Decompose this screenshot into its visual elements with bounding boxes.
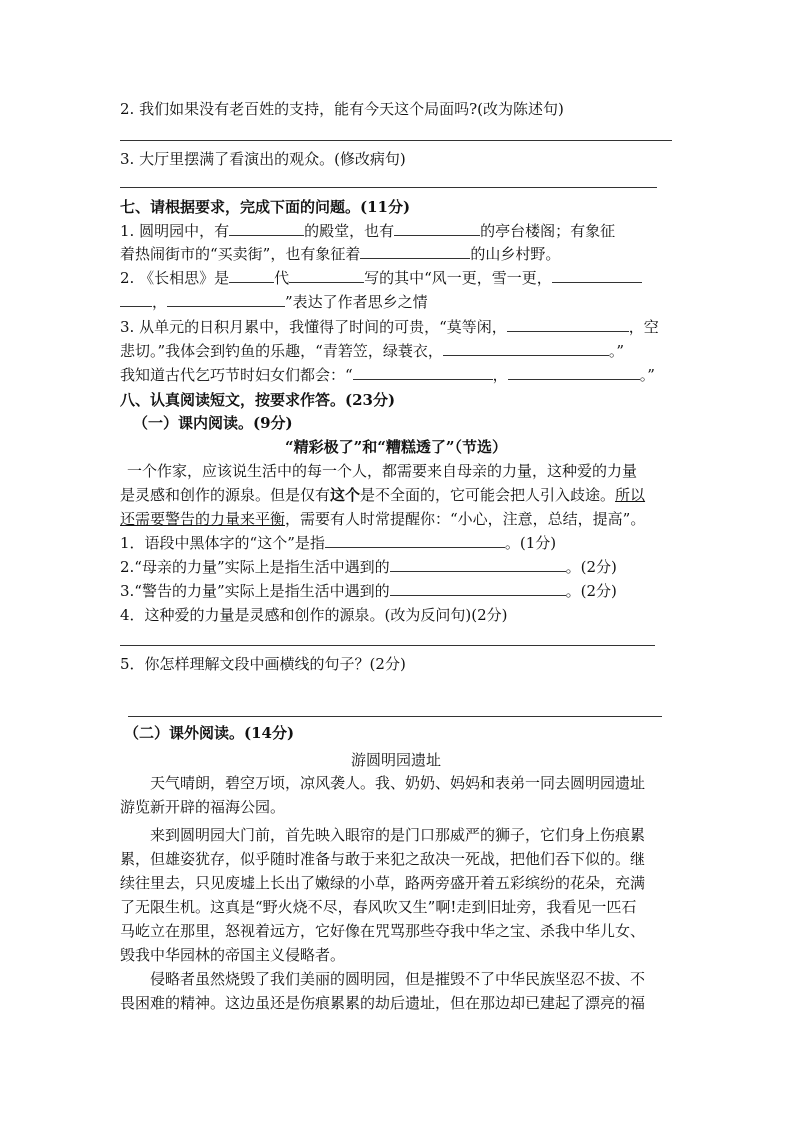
text: 1. 圆明园中，有 bbox=[120, 222, 230, 240]
text: 是不全面的，它可能会把人引入歧途。 bbox=[360, 486, 616, 504]
s7-q2-line2 bbox=[120, 292, 428, 312]
text: 2.“母亲的力量”实际上是指生活中遇到的 bbox=[120, 558, 390, 576]
text: 着热闹街市的“买卖街”，也有象征着 bbox=[120, 245, 361, 263]
text: 。(1分) bbox=[504, 534, 557, 552]
text: ， bbox=[152, 293, 168, 311]
s7-q1-line2 bbox=[120, 244, 560, 264]
text: ， bbox=[492, 366, 508, 384]
bold-word: 这个 bbox=[330, 486, 361, 504]
blank[interactable] bbox=[289, 268, 364, 283]
reading-question-5: 5．你怎样理解文段中画横线的句子？(2分) bbox=[120, 655, 406, 673]
blank[interactable] bbox=[353, 365, 493, 380]
passage-1-line-2 bbox=[120, 485, 645, 505]
text: 。(2分) bbox=[565, 582, 617, 600]
s7-q3-line3 bbox=[120, 365, 655, 385]
blank[interactable] bbox=[390, 581, 566, 596]
underlined-text: 还需要警告的力量来平衡 bbox=[120, 510, 286, 528]
passage-2-line: 马屹立在那里，怒视着远方，它好像在咒骂那些夺我中华之宝、杀我中华儿女、 bbox=[120, 922, 646, 940]
answer-line bbox=[120, 187, 657, 188]
text: 的山乡村野。 bbox=[470, 245, 561, 263]
text: 1．语段中黑体字的“这个”是指 bbox=[120, 534, 325, 552]
passage-2-line: 游览新开辟的福海公园。 bbox=[120, 798, 286, 816]
section-8-heading: 八、认真阅读短文，按要求作答。(23分) bbox=[120, 391, 396, 409]
blank[interactable] bbox=[325, 533, 505, 548]
passage-1-line-1: 一个作家，应该说生活中的每一个人，都需要来自母亲的力量，这种爱的力量 bbox=[127, 462, 638, 480]
s7-q3-line1 bbox=[120, 317, 659, 337]
underlined-text: 所以 bbox=[615, 486, 646, 504]
blank[interactable] bbox=[507, 317, 629, 332]
passage-2-line: 毁我中华园林的帝国主义侵略者。 bbox=[120, 946, 346, 964]
answer-line bbox=[120, 140, 672, 141]
text: ，需要有人时常提醒你：“小心，注意，总结，提高”。 bbox=[285, 510, 646, 528]
passage-2-line: 来到圆明园大门前，首先映入眼帘的是门口那威严的狮子，它们身上伤痕累 bbox=[150, 826, 646, 844]
blank[interactable] bbox=[167, 292, 285, 307]
s6-question-3: 3. 大厅里摆满了看演出的观众。(修改病句) bbox=[120, 150, 406, 168]
reading-question-4: 4．这种爱的力量是灵感和创作的源泉。(改为反问句)(2分) bbox=[120, 606, 508, 624]
blank[interactable] bbox=[443, 341, 609, 356]
text: 。” bbox=[639, 366, 655, 384]
text: ，空 bbox=[628, 318, 659, 336]
reading-question-2 bbox=[120, 557, 617, 577]
s7-q1-line1 bbox=[120, 221, 615, 241]
reading-question-3 bbox=[120, 581, 617, 601]
blank[interactable] bbox=[552, 268, 642, 283]
text: ”表达了作者思乡之情 bbox=[285, 293, 428, 311]
text: 3. 从单元的日积月累中，我懂得了时间的可贵，“莫等闲， bbox=[120, 318, 507, 336]
passage-2-title: 游圆明园遗址 bbox=[350, 751, 441, 769]
passage-2-line: 侵略者虽然烧毁了我们美丽的圆明园，但是摧毁不了中华民族坚忍不拔、不 bbox=[150, 970, 646, 988]
blank[interactable] bbox=[360, 244, 470, 259]
text: 写的其中“风一更，雪一更， bbox=[364, 269, 552, 287]
s6-question-2: 2. 我们如果没有老百姓的支持，能有今天这个局面吗?(改为陈述句) bbox=[120, 100, 564, 118]
s7-q2-line1 bbox=[120, 268, 642, 288]
passage-2-line: 天气晴朗，碧空万顷，凉风袭人。我、奶奶、妈妈和表弟一同去圆明园遗址 bbox=[150, 774, 646, 792]
blank[interactable] bbox=[390, 557, 566, 572]
text: 的殿堂，也有 bbox=[304, 222, 395, 240]
passage-2-line: 累，但雄姿犹存，似乎随时准备与敢于来犯之敌决一死战，把他们吞下似的。继 bbox=[120, 850, 646, 868]
text: 2. 《长相思》是 bbox=[120, 269, 230, 287]
blank[interactable] bbox=[229, 268, 274, 283]
passage-2-line: 了无限生机。这真是“野火烧不尽，春风吹又生”啊!走到旧址旁，我看见一匹石 bbox=[120, 898, 637, 916]
text: 是灵感和创作的源泉。但是仅有 bbox=[120, 486, 331, 504]
reading-question-1 bbox=[120, 533, 556, 553]
s7-q3-line2 bbox=[120, 341, 624, 361]
text: 3.“警告的力量”实际上是指生活中遇到的 bbox=[120, 582, 390, 600]
text: 的亭台楼阁；有象征 bbox=[480, 222, 616, 240]
passage-2-line: 畏困难的精神。这边虽还是伤痕累累的劫后遗址，但在那边却已建起了漂亮的福 bbox=[120, 994, 646, 1012]
section-7-heading: 七、请根据要求，完成下面的问题。(11分) bbox=[120, 198, 411, 216]
blank[interactable] bbox=[508, 365, 640, 380]
answer-line bbox=[128, 716, 662, 717]
blank[interactable] bbox=[394, 221, 480, 236]
text: 。(2分) bbox=[565, 558, 617, 576]
text: 代 bbox=[274, 269, 290, 287]
passage-2-line: 续往里去，只见废墟上长出了嫩绿的小草，路两旁盛开着五彩缤纷的花朵，充满 bbox=[120, 874, 646, 892]
blank[interactable] bbox=[120, 292, 152, 307]
passage-1-line-3 bbox=[120, 509, 645, 529]
text: 悲切。”我体会到钓鱼的乐趣，“青箬笠，绿蓑衣， bbox=[120, 342, 443, 360]
text: 我知道古代乞巧节时妇女们都会：“ bbox=[120, 366, 353, 384]
subsection-2-heading: （二）课外阅读。(14分) bbox=[124, 724, 295, 742]
text: 。” bbox=[608, 342, 625, 360]
blank[interactable] bbox=[229, 221, 304, 236]
passage-1-title: “精彩极了”和“糟糕透了”（节选） bbox=[284, 438, 507, 456]
answer-line bbox=[120, 645, 655, 646]
subsection-1-heading: （一）课内阅读。(9分) bbox=[133, 414, 293, 432]
